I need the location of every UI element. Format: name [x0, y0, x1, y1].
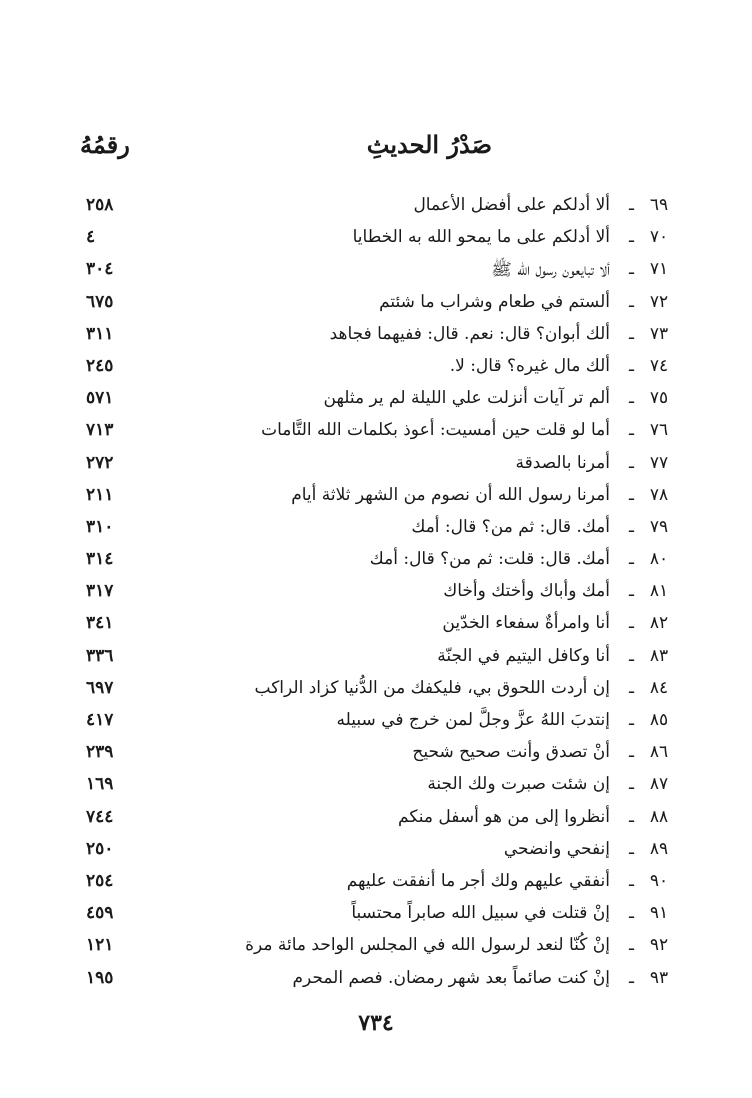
- item-number: ٩٠: [649, 870, 669, 891]
- hadith-opening-text: ألا تبايعون رسول الله ﷺ: [491, 260, 610, 281]
- hadith-reference-number: ٣١٤: [86, 549, 114, 570]
- list-item: [80, 322, 676, 354]
- hadith-reference-number: ١٢١: [86, 935, 114, 956]
- item-number: ٨٨: [649, 806, 669, 827]
- list-item: [80, 805, 676, 837]
- item-dash: ـ: [629, 581, 634, 602]
- hadith-reference-number: ٢١١: [86, 484, 114, 505]
- list-item: [80, 290, 676, 322]
- item-number: ٧٨: [649, 484, 669, 505]
- item-dash: ـ: [629, 484, 634, 505]
- hadith-opening-text: إن شئت صبرت ولك الجنة: [427, 774, 610, 795]
- hadith-opening-text: إنْ كنت صائماً بعد شهر رمضان. فصم المحرم: [292, 967, 610, 988]
- list-item: [80, 772, 676, 804]
- hadith-index-list: [80, 193, 676, 998]
- list-item: [80, 966, 676, 998]
- list-item: [80, 483, 676, 515]
- hadith-reference-number: ٧١٣: [86, 420, 114, 441]
- hadith-opening-text: أما لو قلت حين أمسيت: أعوذ بكلمات الله التَّامات: [261, 420, 610, 441]
- item-number: ٨٧: [649, 774, 669, 795]
- item-dash: ـ: [629, 516, 634, 537]
- hadith-reference-number: ٣٣٦: [86, 645, 114, 666]
- hadith-reference-number: ٣١١: [86, 323, 114, 344]
- hadith-opening-text: أمرنا بالصدقة: [515, 452, 610, 473]
- hadith-opening-text: أنظروا إلى من هو أسفل منكم: [398, 806, 610, 827]
- item-dash: ـ: [629, 677, 634, 698]
- hadith-opening-text: إنْ قتلت في سبيل الله صابراً محتسباً: [351, 903, 610, 924]
- item-dash: ـ: [629, 967, 634, 988]
- item-dash: ـ: [629, 742, 634, 763]
- hadith-reference-number: ٢٤٥: [86, 355, 114, 376]
- hadith-opening-text: ألستم في طعام وشراب ما شئتم: [379, 291, 610, 312]
- item-dash: ـ: [629, 935, 634, 956]
- list-item: [80, 193, 676, 225]
- hadith-reference-number: ٢٥٠: [86, 838, 114, 859]
- list-item: [80, 354, 676, 386]
- hadith-reference-number: ٣١٠: [86, 516, 114, 537]
- item-number: ٨٩: [649, 838, 669, 859]
- table-header: [80, 130, 672, 170]
- hadith-opening-text: ألا أدلكم على أفضل الأعمال: [413, 195, 610, 215]
- item-number: ٧٤: [649, 355, 669, 376]
- item-number: ٧٦: [649, 420, 669, 441]
- list-item: [80, 418, 676, 450]
- list-item: [80, 869, 676, 901]
- item-dash: ـ: [629, 806, 634, 827]
- list-item: [80, 740, 676, 772]
- hadith-opening-text: إنفحي وانضحي: [503, 838, 610, 859]
- item-number: ٩١: [649, 903, 669, 924]
- list-item: [80, 611, 676, 643]
- hadith-opening-text: ألك أبوان؟ قال: نعم. قال: ففيهما فجاهد: [329, 323, 610, 344]
- hadith-opening-text: أنْ تصدق وأنت صحيح شحيح: [412, 742, 610, 763]
- list-item: [80, 386, 676, 418]
- list-item: [80, 257, 676, 289]
- item-number: ٨٣: [649, 645, 669, 666]
- hadith-opening-text: أنفقي عليهم ولك أجر ما أنفقت عليهم: [346, 870, 610, 891]
- list-item: [80, 933, 676, 965]
- hadith-opening-text: ألك مال غيره؟ قال: لا.: [449, 355, 610, 376]
- hadith-opening-text: ألم تر آيات أنزلت علي الليلة لم ير مثلهن: [323, 388, 610, 409]
- list-item: [80, 644, 676, 676]
- hadith-opening-text: إنتدبَ اللهُ عزَّ وجلَّ لمن خرج في سبيله: [336, 710, 610, 730]
- item-dash: ـ: [629, 323, 634, 344]
- hadith-reference-number: ٥٧١: [86, 388, 114, 409]
- item-number: ٧٣: [649, 323, 669, 344]
- hadith-opening-text: إن أردت اللحوق بي، فليكفك من الدُّنيا كزاد الراكب: [254, 677, 610, 698]
- hadith-opening-text: ألا أدلكم على ما يمحو الله به الخطايا: [352, 227, 610, 248]
- item-dash: ـ: [629, 838, 634, 859]
- item-dash: ـ: [629, 195, 634, 215]
- hadith-opening-text: أمرنا رسول الله أن نصوم من الشهر ثلاثة أيام: [291, 484, 610, 505]
- item-number: ٧٢: [649, 291, 669, 312]
- item-dash: ـ: [629, 259, 634, 280]
- hadith-opening-text: إنْ كُنّا لنعد لرسول الله في المجلس الواحد مائة مرة: [245, 935, 610, 956]
- hadith-reference-number: ١٦٩: [86, 774, 114, 795]
- list-item: [80, 225, 676, 257]
- hadith-reference-number: ٢٥٤: [86, 870, 114, 891]
- item-number: ٧٥: [649, 388, 669, 409]
- hadith-opening-text: أمك. قال: قلت: ثم من؟ قال: أمك: [369, 549, 610, 570]
- hadith-reference-number: ٢٥٨: [86, 195, 114, 215]
- item-number: ٨٢: [649, 613, 669, 634]
- hadith-reference-number: ٤: [86, 227, 96, 248]
- hadith-reference-number: ٣٤١: [86, 613, 114, 634]
- item-dash: ـ: [629, 870, 634, 891]
- column-title-hadith-start: صَدْرُ الحديثِ: [366, 130, 492, 159]
- item-number: ٧٩: [649, 516, 669, 537]
- page-number: ٧٣٤: [358, 1010, 394, 1036]
- item-dash: ـ: [629, 355, 634, 376]
- hadith-reference-number: ٦٩٧: [86, 677, 114, 698]
- item-number: ٩٣: [649, 967, 669, 988]
- item-dash: ـ: [629, 388, 634, 409]
- list-item: [80, 451, 676, 483]
- hadith-opening-text: أنا وامرأةٌ سفعاء الخدّين: [442, 613, 610, 634]
- hadith-reference-number: ٢٧٢: [86, 452, 114, 473]
- item-dash: ـ: [629, 903, 634, 924]
- list-item: [80, 901, 676, 933]
- list-item: [80, 837, 676, 869]
- list-item: [80, 708, 676, 740]
- item-dash: ـ: [629, 549, 634, 570]
- hadith-reference-number: ٦٧٥: [86, 291, 114, 312]
- item-dash: ـ: [629, 645, 634, 666]
- item-number: ٨١: [649, 581, 669, 602]
- item-number: ٧١: [649, 259, 669, 280]
- item-dash: ـ: [629, 710, 634, 730]
- hadith-reference-number: ٤١٧: [86, 710, 114, 730]
- item-number: ٧٧: [649, 452, 669, 473]
- hadith-opening-text: أمك وأباك وأختك وأخاك: [443, 581, 610, 602]
- hadith-reference-number: ١٩٥: [86, 967, 114, 988]
- list-item: [80, 676, 676, 708]
- hadith-opening-text: أنا وكافل اليتيم في الجنّة: [437, 645, 610, 666]
- item-number: ٨٠: [649, 549, 669, 570]
- hadith-opening-text: أمك. قال: ثم من؟ قال: أمك: [411, 516, 610, 537]
- hadith-reference-number: ٧٤٤: [86, 806, 114, 827]
- item-dash: ـ: [629, 420, 634, 441]
- list-item: [80, 515, 676, 547]
- hadith-reference-number: ٢٣٩: [86, 742, 114, 763]
- item-dash: ـ: [629, 774, 634, 795]
- item-number: ٨٥: [649, 710, 669, 730]
- item-dash: ـ: [629, 613, 634, 634]
- item-number: ٨٦: [649, 742, 669, 763]
- item-dash: ـ: [629, 227, 634, 248]
- hadith-reference-number: ٤٥٩: [86, 903, 114, 924]
- hadith-reference-number: ٣١٧: [86, 581, 114, 602]
- list-item: [80, 579, 676, 611]
- item-number: ٩٢: [649, 935, 669, 956]
- item-number: ٧٠: [649, 227, 669, 248]
- item-number: ٦٩: [649, 195, 669, 215]
- item-dash: ـ: [629, 291, 634, 312]
- item-dash: ـ: [629, 452, 634, 473]
- hadith-reference-number: ٣٠٤: [86, 259, 114, 280]
- item-number: ٨٤: [649, 677, 669, 698]
- list-item: [80, 547, 676, 579]
- column-title-number: رقمُهُ: [80, 130, 130, 159]
